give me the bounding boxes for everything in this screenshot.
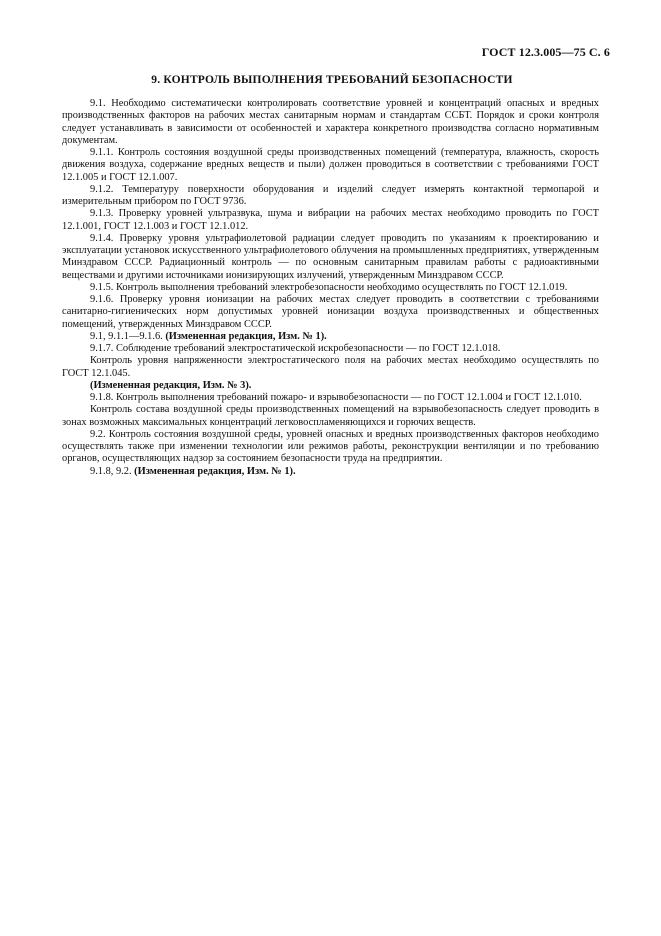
paragraph-text: 9.1.5. Контроль выполнения требований электробезопасности необходимо осуществлять по ГОСТ 12.1.019. — [90, 281, 568, 293]
paragraph-9-1-6 — [62, 294, 599, 331]
paragraph-text: Контроль состава воздушной среды производственных помещений на взрывобезопасность следует проводить в зонах возможных максимальных концентраций легковоспламеняющихся и горючих веществ. — [62, 404, 599, 428]
paragraph-9-1-7 — [62, 343, 599, 355]
paragraph-9-1 — [62, 98, 599, 147]
amendment-label: (Измененная редакция, Изм. № 1). — [165, 330, 327, 342]
paragraph-text: 9.1.2. Температуру поверхности оборудования и изделий следует измерять контактной термопарой и измерительным прибором по ГОСТ 9736. — [62, 183, 599, 207]
section-title: 9. КОНТРОЛЬ ВЫПОЛНЕНИЯ ТРЕБОВАНИЙ БЕЗОПАСНОСТИ — [151, 74, 513, 86]
paragraph-9-1-2 — [62, 184, 599, 209]
paragraph-text: Контроль уровня напряженности электростатического поля на рабочих местах необходимо осуществлять по ГОСТ 12.1.045. — [62, 355, 599, 379]
paragraph-9-1-4 — [62, 233, 599, 282]
paragraph-text: 9.1.7. Соблюдение требований электростатической искробезопасности — по ГОСТ 12.1.018. — [90, 343, 501, 354]
paragraph-9-1-7-cont — [62, 355, 599, 380]
paragraph-text: 9.1. Необходимо систематически контролировать соответствие уровней и концентраций опасных и вредных производственных факторов на рабочих местах санитарным нормам и стандартам ССБТ. Порядок и сроки контроля следует устанавливать в зависимости от особенностей и характера конкретного производства согласно нормативным документам. — [62, 98, 599, 146]
running-header: ГОСТ 12.3.005—75 С. 6 — [481, 45, 610, 59]
paragraph-9-1-5 — [62, 282, 599, 294]
section-body — [62, 98, 599, 478]
amendment-note-1 — [62, 331, 599, 343]
paragraph-9-1-8 — [62, 392, 599, 404]
amendment-note-final — [62, 466, 599, 478]
amendment-label: (Измененная редакция, Изм. № 1). — [134, 465, 296, 477]
paragraph-9-1-3 — [62, 208, 599, 233]
paragraph-text: 9.2. Контроль состояния воздушной среды, уровней опасных и вредных производственных факторов необходимо осуществлять также при изменении технологии или режимов работы, реконструкции вентиляции и по требованию органов, осуществляющих надзор за состоянием безопасности труда на предприятии. — [62, 428, 599, 465]
paragraph-9-1-8-cont — [62, 404, 599, 429]
paragraph-text: 9.1.6. Проверку уровня ионизации на рабочих местах следует проводить в соответствии с требованиями санитарно-гигиенических норм допустимых уровней ионизации воздуха производственных и общественных помещений, утвержденных Минздравом СССР. — [62, 294, 599, 330]
paragraph-text: 9.1.3. Проверку уровней ультразвука, шума и вибрации на рабочих местах необходимо проводить по ГОСТ 12.1.001, ГОСТ 12.1.003 и ГОСТ 12.1.012. — [62, 208, 599, 232]
paragraph-text: 9.1.4. Проверку уровня ультрафиолетовой радиации следует проводить по указаниям к проектированию и эксплуатации установок искусственного ультрафиолетового облучения на промышленных предприятиях, утвержденным Минздравом СССР. Радиационный контроль — по основным санитарным правилам работы с радиоактивными веществами и другими источниками ионизирующих излучений, утвержденным Минздравом СССР. — [62, 232, 599, 281]
amendment-note-3 — [62, 380, 599, 392]
paragraph-text: 9.1.1. Контроль состояния воздушной среды производственных помещений (температура, влажность, скорость движения воздуха, содержание вредных веществ и пыли) должен проводиться в соответствии с требованиями ГОСТ 12.1.005 и ГОСТ 12.1.007. — [62, 147, 599, 183]
paragraph-text: 9.1, 9.1.1—9.1.6. — [90, 330, 166, 342]
paragraph-9-1-1 — [62, 147, 599, 184]
paragraph-text: 9.1.8. Контроль выполнения требований пожаро- и взрывобезопасности — по ГОСТ 12.1.004 и ГОСТ 12.1.010. — [90, 392, 582, 403]
amendment-label: (Измененная редакция, Изм. № 3). — [90, 379, 252, 391]
paragraph-9-2 — [62, 429, 599, 466]
paragraph-text: 9.1.8, 9.2. — [90, 465, 135, 477]
